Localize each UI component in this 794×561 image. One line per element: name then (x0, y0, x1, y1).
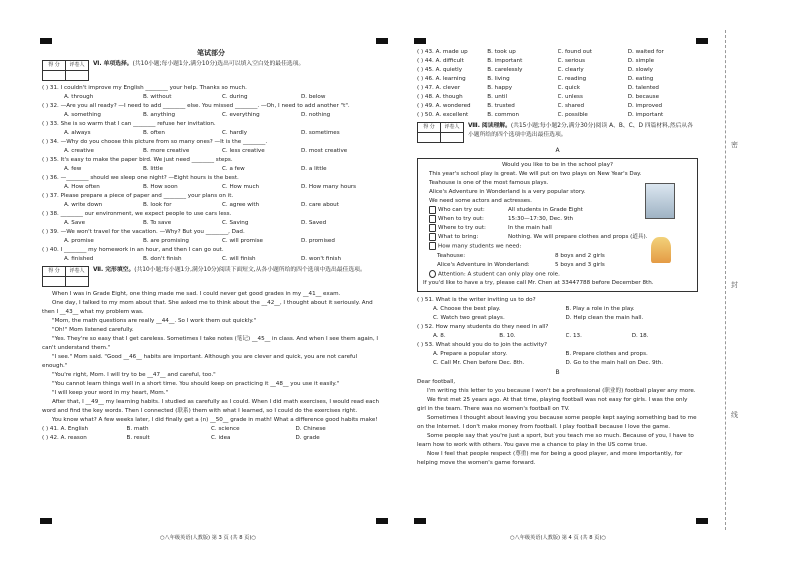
options-row (417, 48, 698, 57)
options-row (417, 66, 698, 75)
options-row (417, 102, 698, 111)
intro-line: Alice's Adventure in Wonderland is a very popular story. (429, 189, 586, 195)
options-row (42, 183, 380, 192)
options-row (42, 434, 380, 443)
passage-b-body (417, 387, 698, 468)
score-box (42, 266, 89, 287)
options-row (42, 219, 380, 228)
options-row (42, 201, 380, 210)
question-stem: ( ) 50. A. excellent (417, 112, 469, 118)
option: D. promised (301, 238, 335, 244)
option: D. waited for (627, 49, 664, 55)
score-box (42, 60, 89, 81)
question-stem: ( ) 40. I ________ my homework in an hour, and then I can go out. (42, 247, 224, 253)
options-row (417, 350, 698, 359)
question-stem: ( ) 38. ________ our environment, we expect people to use cars less. (42, 211, 232, 217)
question-stem: ( ) 31. I couldn't improve my English ________ your help. Thanks so much. (42, 85, 247, 91)
question-stem: ( ) 33. She is so warm that I can ________ refuse her invitation. (42, 121, 216, 127)
option: A. creative (64, 148, 94, 154)
question-stem: ( ) 49. A. wondered (417, 103, 471, 109)
option: C. during (222, 94, 248, 100)
option: A. Prepare a popular story. (433, 351, 508, 357)
right-page (417, 48, 698, 468)
option: B. until (487, 94, 508, 100)
options-row (417, 84, 698, 93)
option: A. finished (64, 256, 94, 262)
options-row (417, 57, 698, 66)
needed-key: Alice's Adventure in Wonderland: (437, 261, 530, 268)
option: D. below (301, 94, 326, 100)
score-label: 得 分 (43, 61, 66, 71)
question-stem: ( ) 36. —________ should we sleep one night? —Eight hours is the best. (42, 175, 239, 181)
option: B. carelessly (487, 67, 523, 73)
options-row (42, 111, 380, 120)
section-7-header (42, 266, 380, 287)
option: A. How often (64, 184, 100, 190)
binding-margin (711, 0, 794, 561)
options-row (417, 111, 698, 120)
option: B. How soon (143, 184, 178, 190)
cloze-options (42, 425, 380, 443)
page-footer-left: ○八年级英语(人教版) 第 3 页 (共 8 页)○ (160, 535, 256, 541)
question-stem: ( ) 41. A. English (42, 426, 89, 432)
question-stem: ( ) 32. —Are you all ready? —I need to add ________ else. You missed ________. —Oh, I need to add another "t". (42, 103, 350, 109)
detail-key: What to bring: (438, 234, 479, 240)
bullet-icon (429, 215, 436, 223)
detail-value: Nothing. We will prepare clothes and props (道具). (508, 234, 648, 240)
option: D. How many hours (301, 184, 357, 190)
option: C. science (211, 426, 240, 432)
fold-line (725, 30, 726, 530)
option: C. will finish (222, 256, 256, 262)
stage-photo (645, 183, 675, 219)
paragraph: When I was in Grade Eight, one thing made me sad. I could never get good grades in my __41__ exam. (52, 291, 341, 297)
option: B. more creative (143, 148, 190, 154)
option: A. promise (64, 238, 94, 244)
option: C. agree with (222, 202, 260, 208)
option: C. How much (222, 184, 260, 190)
option: C. serious (557, 58, 586, 64)
question-stem: ( ) 48. A. though (417, 94, 463, 100)
section-8-instructions: Ⅷ. 阅读理解。(共15小题;每小题2分,满分30分)阅读 A、B、C、D 四篇材料,然后从各小题所给的四个选项中选出最佳选项。 (468, 123, 693, 138)
question-stem: ( ) 53. What should you do to join the activity? (417, 342, 547, 348)
paragraph: "You're right, Mom. I will try to be __47__ and careful, too." (52, 372, 216, 378)
passage-a-headline: Would you like to be in the school play? (501, 162, 613, 168)
option: D. Saved (301, 220, 327, 226)
needed-title: How many students we need: (423, 242, 692, 252)
question-stem: ( ) 46. A. learning (417, 76, 466, 82)
attention-note: Attention: A student can only play one role. (423, 270, 692, 280)
option: D. 18. (631, 333, 649, 339)
option: C. idea (211, 435, 231, 441)
clock-icon (429, 270, 436, 278)
option: D. eating (627, 76, 654, 82)
option: B. To save (143, 220, 172, 226)
option: A. something (64, 112, 101, 118)
seal-char: 封 (731, 281, 738, 289)
option: B. important (487, 58, 523, 64)
options-row (417, 305, 698, 314)
paragraph: "Oh!" Mom listened carefully. (52, 327, 134, 333)
option: A. Save (64, 220, 86, 226)
option: D. nothing (301, 112, 331, 118)
option: B. common (487, 112, 520, 118)
option: B. took up (487, 49, 516, 55)
option: D. care about (301, 202, 339, 208)
needed-value: 8 boys and 2 girls (555, 252, 605, 259)
registration-mark (414, 38, 426, 44)
score-box (417, 122, 464, 143)
paragraph: "You cannot learn things well in a short time. You should keep on practicing it __48__ you use it easily." (52, 381, 340, 387)
pencil-icon (429, 242, 436, 250)
section-8-header (417, 122, 698, 143)
option: A. Choose the best play. (433, 306, 501, 312)
option: C. quick (557, 85, 580, 91)
options-row (417, 75, 698, 84)
question-stem: ( ) 39. —We won't travel for the vacation. —Why? But you ________, Dad. (42, 229, 245, 235)
cloze-passage (42, 290, 380, 425)
options-row (42, 147, 380, 156)
option: C. will promise (222, 238, 263, 244)
option: C. Watch two great plays. (433, 315, 505, 321)
option: B. trusted (487, 103, 515, 109)
options-row (417, 314, 698, 323)
question-stem: ( ) 47. A. clever (417, 85, 461, 91)
option: B. without (143, 94, 172, 100)
page-title: 笔试部分 (197, 49, 225, 57)
detail-row (423, 224, 692, 233)
question-stem: ( ) 45. A. quietly (417, 67, 463, 73)
registration-mark (696, 518, 708, 524)
paragraph: Sometimes I thought about leaving you because some people kept saying something bad to me on the Internet. I don't make money from football. I play football because I love the game. (417, 415, 697, 430)
contact-line: If you'd like to have a try, please call Mr. Chen at 33447788 before December 8th. (423, 280, 654, 286)
section-6-header (42, 60, 380, 81)
paragraph: After that, I __49__ my learning habits. I studied as carefully as I could. When I did math exercises, I would read each word and find the key words. Then I connected (联系) them with what I learned, so I could do the exercises right. (42, 399, 380, 414)
paragraph: "I will keep your word in my heart, Mom." (52, 390, 169, 396)
options-row (417, 332, 698, 341)
option: C. clearly (557, 67, 584, 73)
option: C. a few (222, 166, 245, 172)
intro-line: We need some actors and actresses. (429, 198, 532, 204)
needed-value: 5 boys and 3 girls (555, 261, 605, 268)
option: A. always (64, 130, 91, 136)
paragraph: "Mom, the math questions are really __44__. So I work them out quickly." (52, 318, 257, 324)
reading-questions (417, 296, 698, 368)
paragraph: One day, I talked to my mom about that. She asked me to think about the __42__, I thought about it seriously. And then I __43__ what my problem was. (42, 300, 373, 315)
girl-illustration (651, 237, 671, 263)
detail-key: When to try out: (438, 216, 484, 222)
detail-key: Who can try out: (438, 207, 485, 213)
option: C. Saving (222, 220, 249, 226)
paragraph: I'm writing this letter to you because I won't be a professional (职业的) football player any more. (427, 388, 696, 394)
option: D. Chinese (295, 426, 326, 432)
option: D. most creative (301, 148, 348, 154)
seal-char: 线 (731, 411, 738, 419)
option: D. improved (627, 103, 663, 109)
option: B. result (126, 435, 150, 441)
registration-mark (376, 38, 388, 44)
option: A. write down (64, 202, 103, 208)
score-label: 得 分 (418, 123, 441, 133)
option: B. don't finish (143, 256, 182, 262)
option: D. simple (627, 58, 655, 64)
registration-mark (376, 518, 388, 524)
option: C. everything (222, 112, 260, 118)
option: D. talented (627, 85, 659, 91)
option: D. won't finish (301, 256, 341, 262)
option: C. reading (557, 76, 587, 82)
option: D. a little (301, 166, 327, 172)
options-row (417, 359, 698, 368)
passage-a-box (417, 158, 698, 292)
options-row (42, 93, 380, 102)
options-row (417, 93, 698, 102)
option: B. often (143, 130, 165, 136)
option: A. through (64, 94, 94, 100)
option: C. unless (557, 94, 583, 100)
option: B. look for (143, 202, 172, 208)
paragraph: Now I feel that people respect (尊重) me for being a good player, and more importantly, for helping move the women's game forward. (417, 451, 683, 466)
options-row (42, 237, 380, 246)
option: B. Play a role in the play. (565, 306, 635, 312)
option: D. because (627, 94, 660, 100)
option: D. slowly (627, 67, 653, 73)
question-stem: ( ) 35. It's easy to make the paper bird. We just need ________ steps. (42, 157, 233, 163)
intro-line: Teahouse is one of the most famous plays. (429, 180, 549, 186)
option: D. grade (295, 435, 320, 441)
registration-mark (696, 38, 708, 44)
section-6-instructions: Ⅵ. 单项选择。(共10小题;每小题1分,满分10分)选出可以填入空白处的最佳选项。 (93, 61, 305, 67)
section-7-instructions: Ⅶ. 完形填空。(共10小题;每小题1分,满分10分)阅读下面短文,从各小题所给的四个选项中选出最佳选项。 (93, 267, 366, 273)
option: B. anything (143, 112, 176, 118)
options-row (42, 129, 380, 138)
option: B. little (143, 166, 163, 172)
option: B. living (487, 76, 510, 82)
option: D. important (627, 112, 664, 118)
registration-mark (40, 518, 52, 524)
option: A. 8. (433, 333, 446, 339)
bullet-icon (429, 233, 436, 241)
question-stem: ( ) 51. What is the writer inviting us to do? (417, 297, 536, 303)
passage-a-label: A (555, 147, 560, 154)
option: B. are promising (143, 238, 189, 244)
passage-b-label: B (555, 369, 560, 376)
option: C. possible (557, 112, 588, 118)
grader-label: 评卷人 (441, 123, 464, 133)
question-stem: ( ) 43. A. made up (417, 49, 468, 55)
option: D. sometimes (301, 130, 340, 136)
paragraph: We first met 25 years ago. At that time, playing football was not easy for girls. I was the only girl in the team. There was no women's football on TV. (417, 397, 688, 412)
question-stem: ( ) 37. Please prepare a piece of paper and ________ your plans on it. (42, 193, 234, 199)
letter-salutation: Dear football, (417, 379, 456, 385)
paragraph: "Yes. They're so easy that I get careless. Sometimes I take notes (笔记) __45__ in class. And when I see them again, I can't understand them." (42, 336, 379, 351)
needed-key: Teahouse: (437, 252, 466, 259)
option: D. Help clean the main hall. (565, 315, 644, 321)
option: C. found out (557, 49, 592, 55)
left-page (42, 48, 380, 443)
bullet-icon (429, 224, 436, 232)
cloze-options-continued (417, 48, 698, 120)
multiple-choice-list (42, 84, 380, 264)
options-row (42, 255, 380, 264)
paragraph: "I see." Mom said. "Good __46__ habits are important. Although you are clever and quick, you are not careful enough." (42, 354, 358, 369)
intro-line: This year's school play is great. We will put on two plays on New Year's Day. (429, 171, 642, 177)
detail-key: Where to try out: (438, 225, 486, 231)
option: B. 10. (499, 333, 516, 339)
question-stem: ( ) 34. —Why do you choose this picture from so many ones? —It is the ________. (42, 139, 268, 145)
seal-char: 密 (731, 141, 738, 149)
question-stem: ( ) 52. How many students do they need in all? (417, 324, 549, 330)
question-stem: ( ) 42. A. reason (42, 435, 87, 441)
option: B. Prepare clothes and props. (565, 351, 648, 357)
detail-value: 15:30—17:30, Dec. 9th (508, 216, 574, 222)
paragraph: Some people say that you're just a sport, but you teach me so much. Because of you, I have to learn how to work with others. You gave me a chance to play in the US come true. (417, 433, 694, 448)
page-footer-right: ○八年级英语(人教版) 第 4 页 (共 8 页)○ (510, 535, 606, 541)
paragraph: You know what? A few weeks later, I did finally get a (n) __50__ grade in math! What a difference good habits make! (52, 417, 378, 423)
option: D. Go to the main hall on Dec. 9th. (565, 360, 664, 366)
option: C. less creative (222, 148, 265, 154)
options-row (42, 165, 380, 174)
option: C. Call Mr. Chen before Dec. 8th. (433, 360, 525, 366)
option: C. shared (557, 103, 585, 109)
bullet-icon (429, 206, 436, 214)
option: C. 13. (565, 333, 582, 339)
registration-mark (414, 518, 426, 524)
score-label: 得 分 (43, 267, 66, 277)
option: B. happy (487, 85, 513, 91)
detail-value: In the main hall (508, 225, 552, 231)
registration-mark (40, 38, 52, 44)
option: B. math (126, 426, 149, 432)
detail-value: All students in Grade Eight (508, 207, 583, 213)
option: A. few (64, 166, 82, 172)
grader-label: 评卷人 (66, 61, 89, 71)
question-stem: ( ) 44. A. difficult (417, 58, 464, 64)
options-row (42, 425, 380, 434)
grader-label: 评卷人 (66, 267, 89, 277)
option: C. hardly (222, 130, 248, 136)
